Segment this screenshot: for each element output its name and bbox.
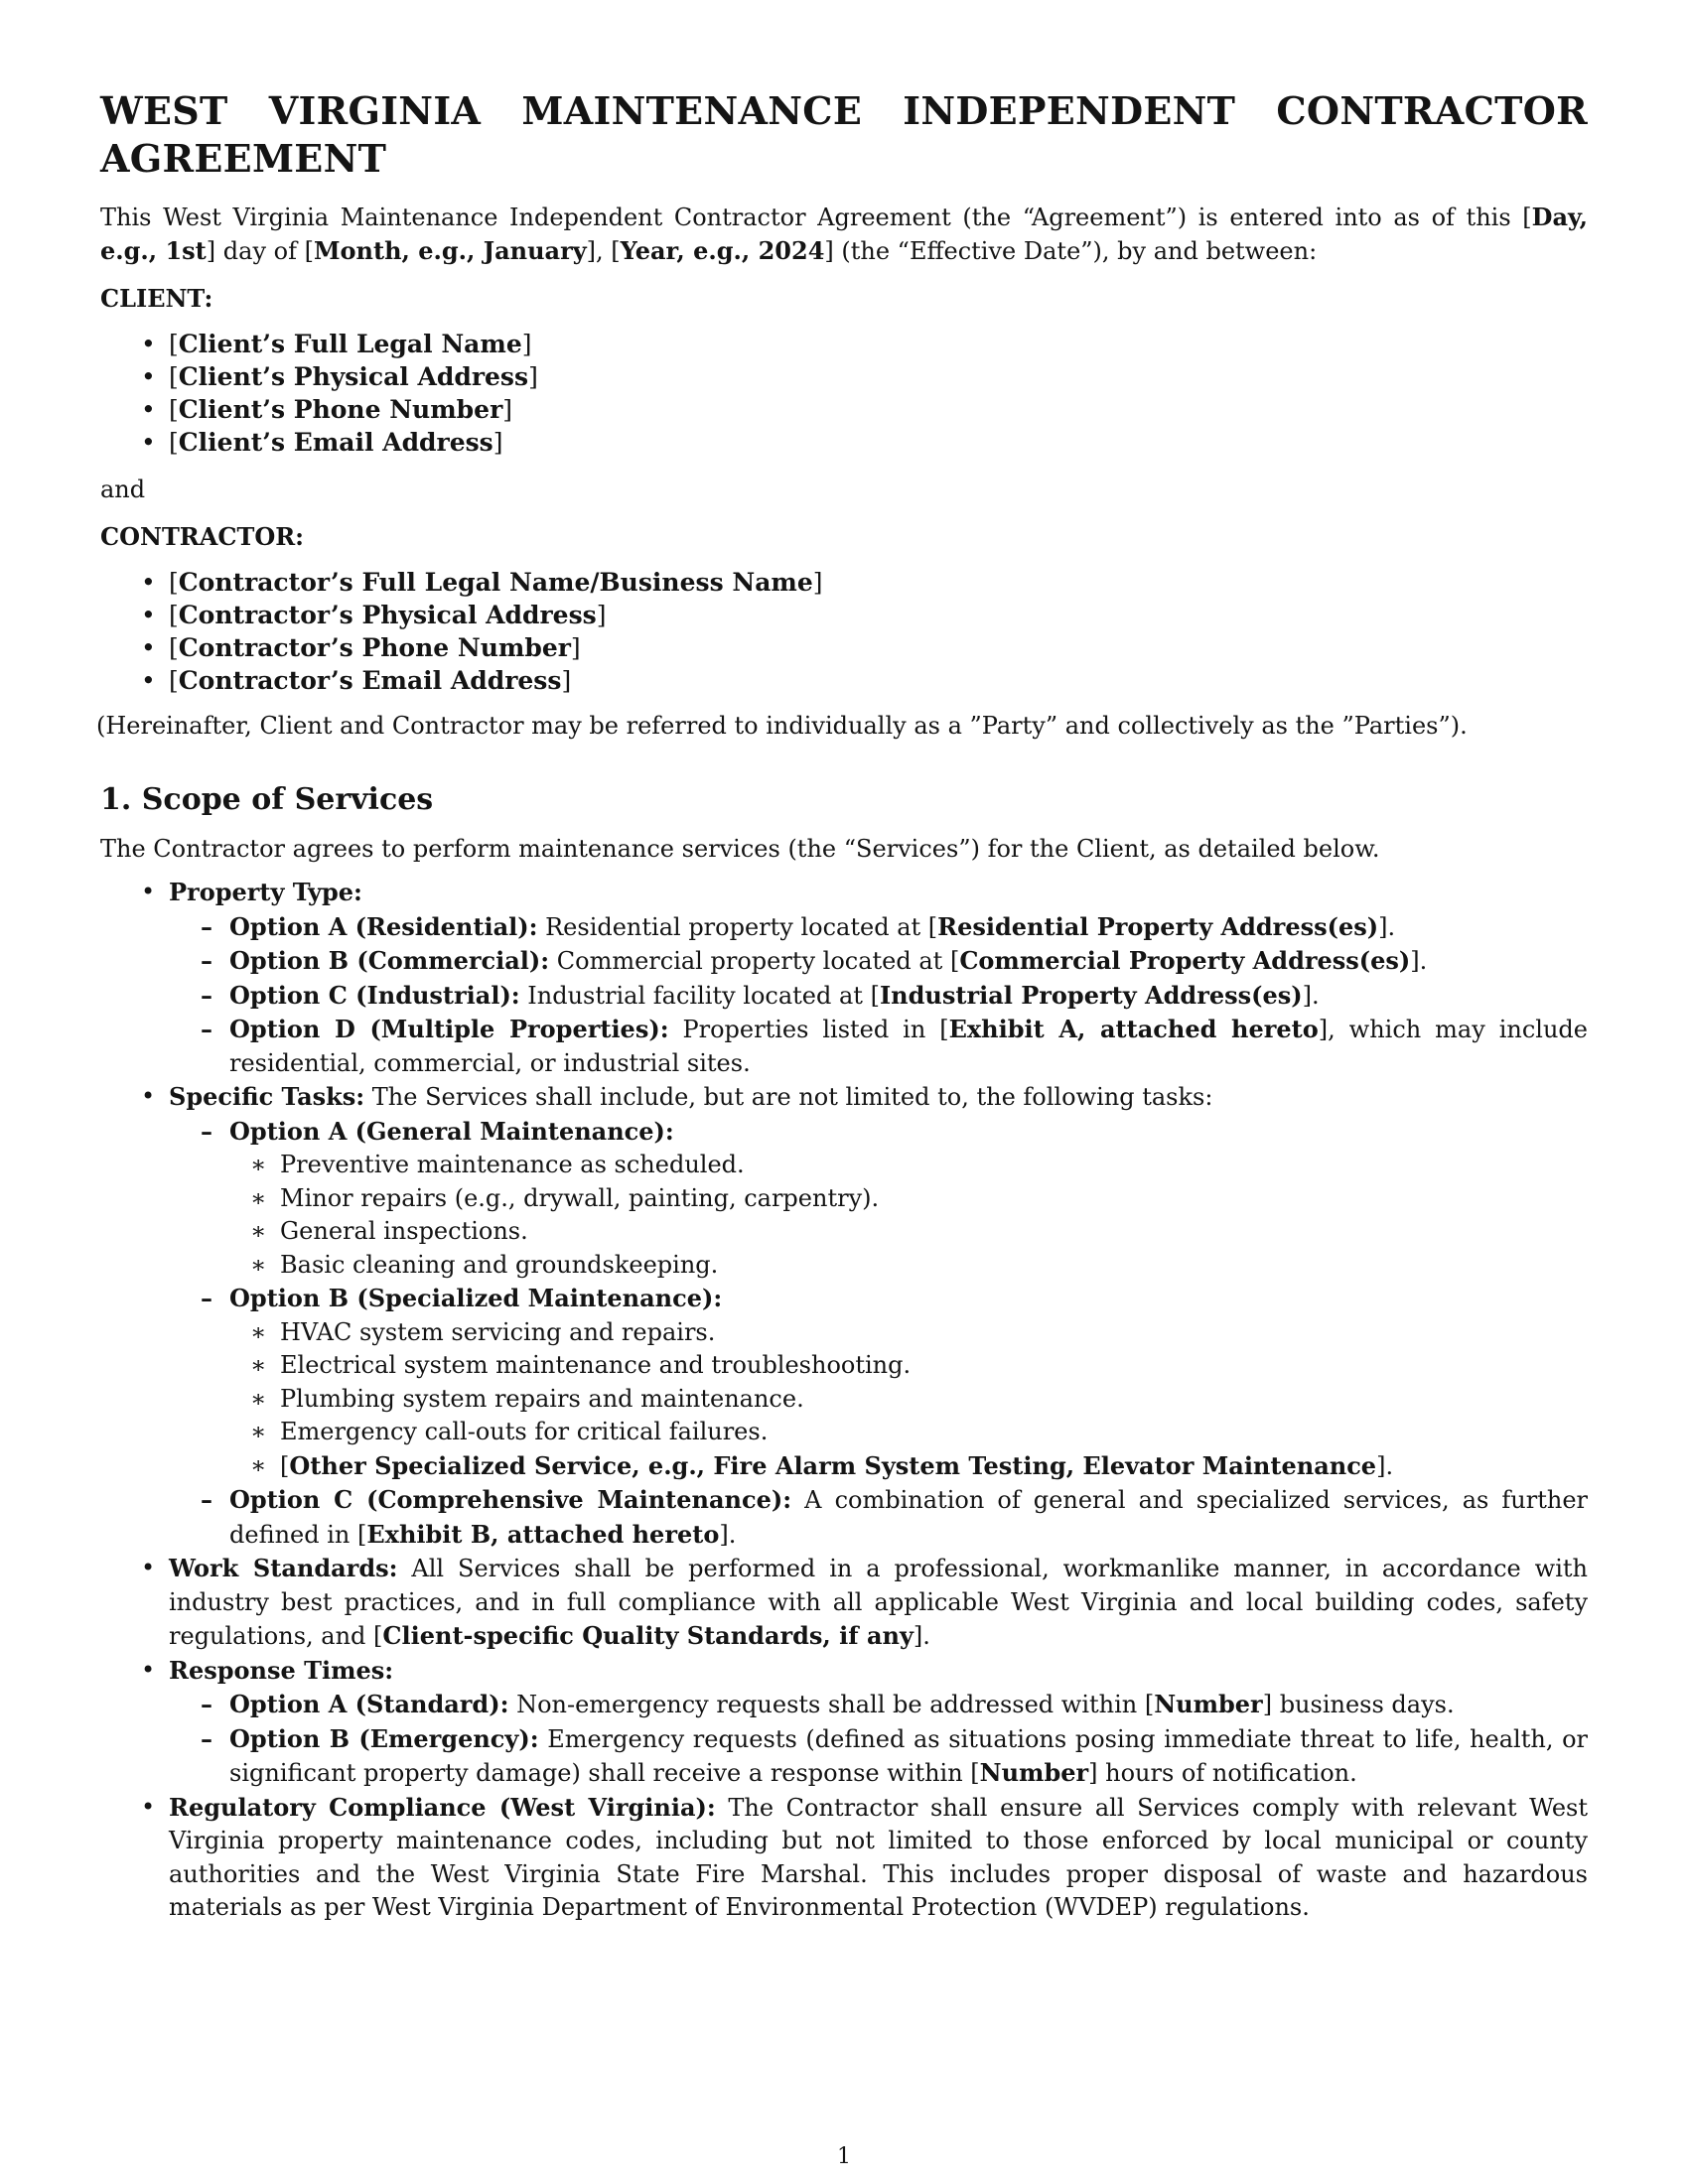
specific-tasks-text: The Services shall include, but are not limited to, the following tasks: xyxy=(364,1083,1213,1111)
list-item: • [Contractor’s Email Address] xyxy=(169,664,1588,697)
list-item xyxy=(229,1282,1588,1483)
property-type-options xyxy=(169,910,1588,1081)
intro-text: ] day of [ xyxy=(206,237,314,265)
option-text: ]. xyxy=(1410,947,1428,975)
option-label: Option D (Multiple Properties): xyxy=(229,1015,669,1043)
list-item: ∗ Minor repairs (e.g., drywall, painting, carpentry). xyxy=(280,1182,1588,1216)
list-item xyxy=(280,1449,1588,1484)
list-item: • [Contractor’s Full Legal Name/Business Name] xyxy=(169,566,1588,599)
placeholder: Exhibit A, attached hereto xyxy=(948,1015,1319,1043)
placeholder: Client-specific Quality Standards, if any xyxy=(382,1621,914,1650)
list-item xyxy=(169,1080,1588,1552)
option-label: Option C (Comprehensive Maintenance): xyxy=(229,1485,792,1514)
option-text: Residential property located at [ xyxy=(537,912,938,941)
list-item xyxy=(169,876,1588,1080)
document-title: WEST VIRGINIA MAINTENANCE INDEPENDENT CONTRACTOR AGREEMENT xyxy=(100,88,1588,181)
contractor-label: CONTRACTOR: xyxy=(100,522,305,551)
intro-text: This West Virginia Maintenance Independent Contractor Agreement (the “Agreement”) is entered into as of this [ xyxy=(100,204,1532,231)
option-label: Option A (General Maintenance): xyxy=(229,1116,674,1146)
list-item xyxy=(229,1722,1588,1791)
placeholder: Commercial Property Address(es) xyxy=(959,946,1411,975)
list-item: ∗ Preventive maintenance as scheduled. xyxy=(280,1149,1588,1182)
option-text: ] business days. xyxy=(1262,1691,1455,1718)
list-item xyxy=(229,910,1588,945)
regulatory-label: Regulatory Compliance (West Virginia): xyxy=(169,1792,716,1822)
client-address-placeholder: Client’s Physical Address xyxy=(178,362,529,391)
list-item: ∗ Emergency call-outs for critical failures. xyxy=(280,1416,1588,1449)
work-standards-label: Work Standards: xyxy=(169,1554,398,1582)
list-item xyxy=(229,1115,1588,1283)
client-name-placeholder: Client’s Full Legal Name xyxy=(178,330,522,358)
list-item xyxy=(229,1688,1588,1722)
placeholder: Exhibit B, attached hereto xyxy=(366,1519,720,1549)
section-heading: 1. Scope of Services xyxy=(100,782,434,817)
property-type-label: Property Type: xyxy=(169,878,362,906)
contractor-email-placeholder: Contractor’s Email Address xyxy=(178,666,562,695)
placeholder: Other Specialized Service, e.g., Fire Alarm System Testing, Elevator Maintenance xyxy=(289,1450,1377,1480)
option-text: ], which may include residential, commercial, or industrial sites. xyxy=(229,1016,1588,1077)
option-text: Commercial property located at [ xyxy=(549,947,960,975)
client-email-placeholder: Client’s Email Address xyxy=(178,428,493,457)
response-times-label: Response Times: xyxy=(169,1655,394,1685)
option-text: Emergency requests (defined as situations posing immediate threat to life, health, or significant property damage) shall receive a response within [ xyxy=(229,1724,1588,1787)
option-label: Option A (Residential): xyxy=(229,911,538,941)
list-item: ∗ HVAC system servicing and repairs. xyxy=(280,1316,1588,1350)
intro-paragraph xyxy=(100,201,1588,268)
list-item: ∗ Basic cleaning and groundskeeping. xyxy=(280,1249,1588,1283)
bracket: ]. xyxy=(1376,1451,1394,1480)
and-text: and xyxy=(100,476,146,503)
section-intro: The Contractor agrees to perform maintenance services (the “Services”) for the Client, as detailed below. xyxy=(100,835,1380,863)
option-text: Industrial facility located at [ xyxy=(519,981,880,1010)
response-times-options xyxy=(169,1688,1588,1791)
bracket: [ xyxy=(280,1451,290,1480)
list-item: • [Client’s Full Legal Name] xyxy=(169,328,1588,360)
work-standards-text: All Services shall be performed in a professional, workmanlike manner, in accordance with industry best practices, and in full compliance with all applicable West Virginia and local building codes, safety regulations, and [ xyxy=(169,1555,1588,1650)
option-text: Properties listed in [ xyxy=(668,1016,949,1043)
intro-text: ], [ xyxy=(586,237,621,265)
contractor-phone-placeholder: Contractor’s Phone Number xyxy=(178,633,571,662)
day-placeholder: Day, e.g., 1st xyxy=(100,203,1588,265)
client-label: CLIENT: xyxy=(100,284,213,313)
option-label: Option B (Commercial): xyxy=(229,946,550,975)
option-label: Option B (Emergency): xyxy=(229,1723,539,1753)
placeholder: Number xyxy=(1154,1690,1263,1718)
list-item: • [Contractor’s Physical Address] xyxy=(169,599,1588,631)
list-item: • [Client’s Email Address] xyxy=(169,426,1588,459)
option-text: ]. xyxy=(1378,912,1396,941)
placeholder: Industrial Property Address(es) xyxy=(879,980,1303,1010)
intro-text: ] (the “Effective Date”), by and between: xyxy=(824,237,1318,265)
month-placeholder: Month, e.g., January xyxy=(313,236,587,265)
work-standards-text: ]. xyxy=(913,1622,930,1650)
general-maintenance-tasks xyxy=(229,1149,1588,1282)
option-text: ]. xyxy=(1302,981,1320,1010)
option-text: ]. xyxy=(719,1520,737,1549)
option-label: Option B (Specialized Maintenance): xyxy=(229,1284,723,1312)
list-item xyxy=(169,1654,1588,1791)
list-item: • [Client’s Phone Number] xyxy=(169,393,1588,426)
list-item: ∗ General inspections. xyxy=(280,1215,1588,1249)
list-item xyxy=(229,1013,1588,1080)
option-text: ] hours of notification. xyxy=(1088,1759,1357,1787)
specific-tasks-label: Specific Tasks: xyxy=(169,1082,365,1111)
list-item: • [Client’s Physical Address] xyxy=(169,360,1588,393)
page-number: 1 xyxy=(837,2144,851,2169)
specific-tasks-options xyxy=(169,1115,1588,1553)
list-item xyxy=(169,1552,1588,1654)
services-list xyxy=(100,876,1588,1925)
option-text: A combination of general and specialized services, as further defined in [ xyxy=(229,1486,1589,1549)
hereinafter-paragraph: (Hereinafter, Client and Contractor may be referred to individually as a ”Party” and collectively as the ”Parties”). xyxy=(96,712,1468,740)
contractor-list xyxy=(100,566,1588,697)
placeholder: Number xyxy=(979,1758,1089,1787)
option-label: Option C (Industrial): xyxy=(229,980,520,1010)
option-label: Option A (Standard): xyxy=(229,1690,509,1718)
list-item: ∗ Plumbing system repairs and maintenance. xyxy=(280,1383,1588,1417)
list-item: • [Contractor’s Phone Number] xyxy=(169,631,1588,664)
option-text: Non-emergency requests shall be addressed within [ xyxy=(508,1691,1155,1718)
client-phone-placeholder: Client’s Phone Number xyxy=(178,395,503,424)
list-item xyxy=(229,979,1588,1014)
list-item xyxy=(229,1483,1588,1552)
placeholder: Residential Property Address(es) xyxy=(937,911,1379,941)
regulatory-text: The Contractor shall ensure all Services comply with relevant West Virginia property maintenance codes, including but not limited to those enforced by local municipal or county authorities and the West Virginia State Fire Marshal. This includes proper disposal of waste and hazardous materials as per West Virginia Department of Environmental Protection (WVDEP) regulations. xyxy=(169,1793,1588,1921)
year-placeholder: Year, e.g., 2024 xyxy=(620,236,825,265)
specialized-maintenance-tasks xyxy=(229,1316,1588,1484)
document-page xyxy=(96,87,1589,1925)
contractor-address-placeholder: Contractor’s Physical Address xyxy=(178,601,597,629)
list-item xyxy=(169,1791,1588,1925)
client-list xyxy=(100,328,1588,459)
contractor-name-placeholder: Contractor’s Full Legal Name/Business Name xyxy=(178,568,813,597)
list-item: ∗ Electrical system maintenance and troubleshooting. xyxy=(280,1349,1588,1383)
list-item xyxy=(229,944,1588,979)
